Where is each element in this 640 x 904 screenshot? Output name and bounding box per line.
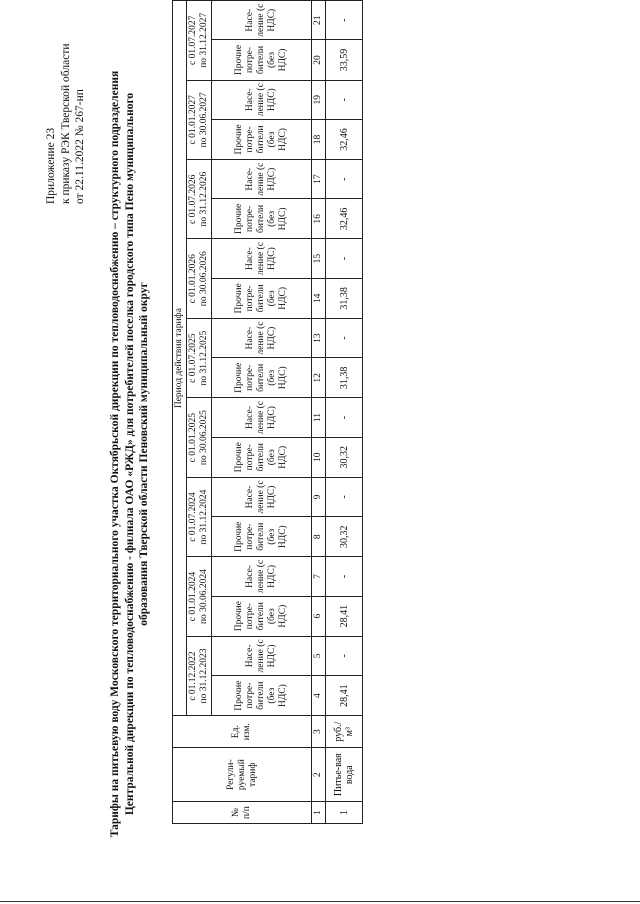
subheader-other-consumers: Прочие потре-бители (без НДС) [212,119,312,159]
value-cell: 32,46 [326,119,363,159]
value-cell: 31,38 [326,358,363,398]
value-cell: - [326,80,363,119]
period-cell [187,80,212,159]
subheader-population: Насе-ление (с НДС) [212,239,312,278]
column-number: 15 [312,239,326,278]
subheader-other-consumers: Прочие потре-бители (без НДС) [212,358,312,398]
subheader-population: Насе-ление (с НДС) [212,398,312,437]
value-cell: 31,38 [326,278,363,318]
value-cell: - [326,318,363,357]
appendix-header [44,34,88,204]
header-number: № п/п [173,802,312,824]
column-number: 20 [312,40,326,80]
subheader-other-consumers: Прочие потре-бители (без НДС) [212,596,312,636]
period-to: по 31.12.2026 [199,171,209,227]
period-from: с 01.07.2027 [188,15,198,65]
period-cell [187,1,212,81]
column-number: 19 [312,80,326,119]
value-cell: - [326,636,363,675]
value-cell: 32,46 [326,199,363,239]
subheader-other-consumers: Прочие потре-бители (без НДС) [212,676,312,716]
period-to: по 31.12.2024 [199,489,209,545]
subheader-population: Насе-ление (с НДС) [212,80,312,119]
period-to: по 31.12.2025 [199,330,209,386]
value-cell: 30,32 [326,437,363,477]
column-number: 5 [312,636,326,675]
column-number: 21 [312,1,326,40]
document-title: Тарифы на питьевую воду Московского территориального участка Октябрьской дирекции по тепловодоснабжению – структурного подразделения Центральной дирекции по тепловодоснабжению - филиала ОАО «РЖД» для потребителей поселка городского типа Пено муниципального образования Тверской области Пеновский муниципальный округ [109,70,150,838]
period-cell [187,557,212,636]
column-number: 8 [312,517,326,557]
column-number: 1 [312,802,326,824]
subheader-population: Насе-ление (с НДС) [212,557,312,596]
column-number: 17 [312,160,326,199]
period-from: с 01.01.2026 [188,254,198,304]
value-cell: - [326,160,363,199]
value-cell: 30,32 [326,517,363,557]
column-number: 12 [312,358,326,398]
period-to: по 30.06.2026 [199,251,209,307]
period-to: по 31.12.2027 [199,12,209,68]
column-number: 6 [312,596,326,636]
column-number: 2 [312,748,326,802]
column-number: 7 [312,557,326,596]
period-row [187,1,212,824]
period-cell [187,636,212,715]
period-cell [187,160,212,239]
period-from: с 01.01.2027 [188,95,198,145]
period-cell [187,398,212,477]
period-cell [187,318,212,397]
value-cell: - [326,398,363,437]
period-to: по 30.06.2024 [199,569,209,625]
period-cell [187,477,212,556]
column-number: 18 [312,119,326,159]
value-cell: - [326,477,363,516]
header-unit: Ед. изм. [173,716,312,748]
subheader-other-consumers: Прочие потре-бители (без НДС) [212,40,312,80]
subheader-row [212,1,312,824]
subheader-population: Насе-ление (с НДС) [212,160,312,199]
period-from: с 01.07.2025 [188,333,198,383]
column-number-row [312,1,326,824]
period-from: с 01.01.2024 [188,571,198,622]
value-cell: - [326,239,363,278]
period-cell [187,239,212,318]
appendix-line-2: к приказу РЭК Тверской области [59,43,72,204]
period-to: по 30.06.2027 [199,92,209,148]
header-tariff: Регули-руемый тариф [173,748,312,802]
appendix-line-3: от 22.11.2022 № 267-нп [74,89,86,204]
header-period: Период действия тарифа [173,1,187,716]
column-number: 11 [312,398,326,437]
value-cell: - [326,557,363,596]
period-to: по 31.12.2023 [199,648,209,704]
column-number: 3 [312,716,326,748]
scan-edge-line [0,901,640,902]
subheader-other-consumers: Прочие потре-бители (без НДС) [212,517,312,557]
column-number: 13 [312,318,326,357]
subheader-population: Насе-ление (с НДС) [212,1,312,40]
value-cell: 28,41 [326,676,363,716]
period-from: с 01.07.2026 [188,174,198,224]
subheader-other-consumers: Прочие потре-бители (без НДС) [212,437,312,477]
subheader-other-consumers: Прочие потре-бители (без НДС) [212,199,312,239]
value-cell: 33,59 [326,40,363,80]
period-to: по 30.06.2025 [199,410,209,466]
column-number: 10 [312,437,326,477]
period-from: с 01.12.2022 [188,651,198,701]
column-number: 4 [312,676,326,716]
column-number: 14 [312,278,326,318]
row-unit: руб./м³ [326,716,363,748]
subheader-other-consumers: Прочие потре-бители (без НДС) [212,278,312,318]
subheader-population: Насе-ление (с НДС) [212,477,312,516]
period-from: с 01.01.2025 [188,412,198,463]
subheader-population: Насе-ление (с НДС) [212,636,312,675]
subheader-population: Насе-ление (с НДС) [212,318,312,357]
row-name: Питье-вая вода [326,748,363,802]
appendix-line-1: Приложение 23 [45,127,57,204]
row-number: 1 [326,802,363,824]
value-cell: 28,41 [326,596,363,636]
tariff-table [172,0,363,824]
period-from: с 01.07.2024 [188,492,198,542]
table-row [326,1,363,824]
column-number: 16 [312,199,326,239]
column-number: 9 [312,477,326,516]
value-cell: - [326,1,363,40]
